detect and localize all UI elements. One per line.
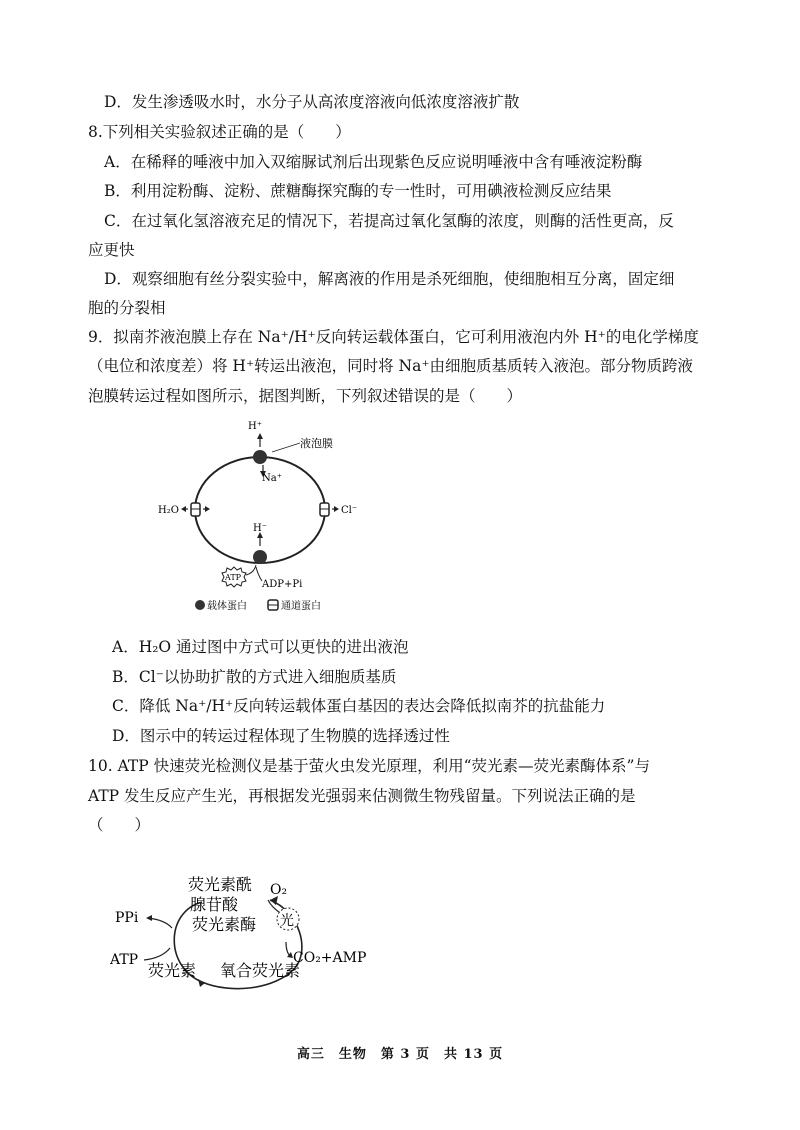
q10-stem-line3: （ ） [88, 816, 151, 834]
fig9-na: Na⁺ [262, 473, 282, 484]
q10-stem-line1: 10. ATP 快速荧光检测仪是基于萤火虫发光原理，利用“荧光素—荧光素酶体系”与 [88, 757, 650, 775]
q9-option-d: D．图示中的转运过程体现了生物膜的选择透过性 [112, 727, 450, 745]
fig10-adenylic: 腺苷酸 [190, 895, 239, 914]
fig9-cl: Cl⁻ [341, 505, 358, 516]
fig9-h2o: H₂O [158, 505, 179, 516]
fig10-luciferase: 荧光素酶 [192, 915, 257, 934]
fig10-oxyluciferin: 氧合荧光素 [220, 961, 301, 980]
q8-option-c-line1: C．在过氧化氢溶液充足的情况下，若提高过氧化氢酶的浓度，则酶的活性更高，反 [104, 212, 674, 230]
legend-carrier-icon [195, 600, 205, 610]
fig9-adp: ADP+Pi [262, 579, 303, 590]
fig10-luciferin: 荧光素 [148, 961, 197, 980]
top-carrier-protein [253, 450, 267, 464]
q8-option-b: B．利用淀粉酶、淀粉、蔗糖酶探究酶的专一性时，可用碘液检测反应结果 [104, 182, 612, 200]
q9-option-b: B．Cl⁻以协助扩散的方式进入细胞质基质 [112, 668, 397, 686]
q9-option-a: A．H₂O 通过图中方式可以更快的进出液泡 [112, 638, 409, 656]
vacuole-membrane-ring [195, 457, 325, 563]
q8-option-a: A．在稀释的唾液中加入双缩脲试剂后出现紫色反应说明唾液中含有唾液淀粉酶 [104, 153, 643, 171]
fig10-ppi: PPi [115, 910, 139, 926]
page-footer: 高三 生物 第 3 页 共 13 页 [296, 1047, 504, 1062]
fig9-h-bottom: H⁻ [253, 523, 267, 534]
q9-stem-line3: 泡膜转运过程如图所示，据图判断，下列叙述错误的是（ ） [88, 387, 523, 405]
q9-option-c: C．降低 Na⁺/H⁺反向转运载体蛋白基因的表达会降低拟南芥的抗盐能力 [112, 697, 606, 715]
fig10-luciferin-anhydride: 荧光素酰 [188, 875, 253, 894]
fig9-legend-channel: 通道蛋白 [281, 601, 321, 612]
q8-stem: 8.下列相关实验叙述正确的是（ ） [88, 123, 351, 141]
fig10-light: 光 [280, 913, 294, 929]
fig10-o2: O₂ [270, 882, 288, 898]
bottom-proton-pump [253, 550, 267, 564]
q10-stem-line2: ATP 发生反应产生光，再根据发光强弱来估测微生物残留量。下列说法正确的是 [88, 787, 636, 805]
vacuole-transport-figure [150, 415, 380, 620]
q9-stem-line1: 9．拟南芥液泡膜上存在 Na⁺/H⁺反向转运载体蛋白，它可利用液泡内外 H⁺的电化学梯度 [88, 328, 699, 346]
luciferin-cycle-figure [110, 872, 380, 997]
fig9-h-top: H⁺ [248, 421, 262, 432]
fig10-co2-amp: CO₂+AMP [293, 950, 367, 966]
fig10-atp: ATP [110, 952, 139, 968]
prev-option-d: D．发生渗透吸水时，水分子从高浓度溶液向低浓度溶液扩散 [104, 93, 520, 111]
q8-option-d-line1: D．观察细胞有丝分裂实验中，解离液的作用是杀死细胞，使细胞相互分离，固定细 [104, 270, 675, 288]
q8-option-c-line2: 应更快 [88, 241, 135, 259]
fig9-membrane-label: 液泡膜 [300, 437, 333, 450]
fig9-legend-carrier: 载体蛋白 [207, 601, 247, 612]
q8-option-d-line2: 胞的分裂相 [88, 299, 166, 317]
fig9-atp: ATP [225, 573, 242, 582]
q9-stem-line2: （电位和浓度差）将 H⁺转运出液泡，同时将 Na⁺由细胞质基质转入液泡。部分物质跨液 [88, 357, 694, 375]
